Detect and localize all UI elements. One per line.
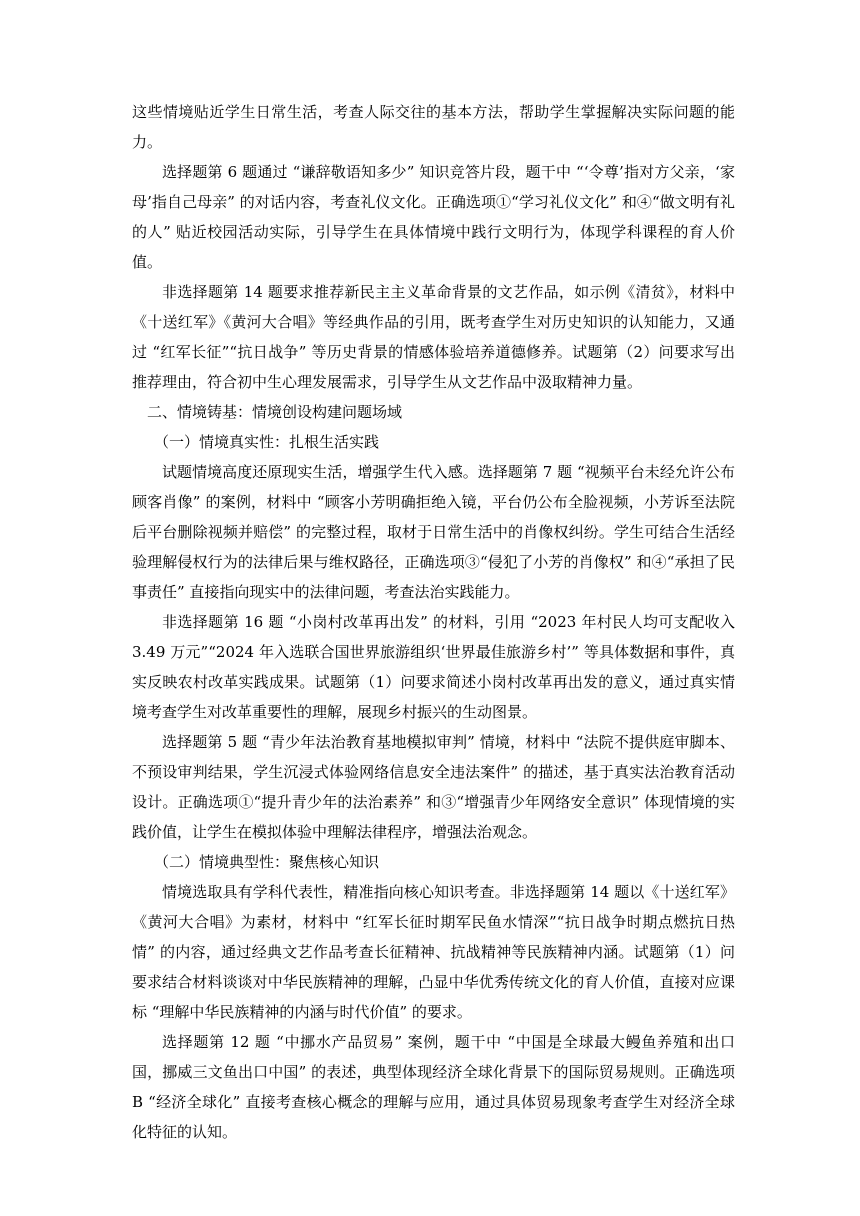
paragraph-question-14-recommendation: 非选择题第 14 题要求推荐新民主主义革命背景的文艺作品，如示例《清贫》，材料中《十送红军》《黄河大合唱》等经典作品的引用，既考查学生对历史知识的认知能力，又通过 “红军长征”“抗日战争” 等历史背景的情感体验培养道德修养。试题第（2）问要求写出推荐理由，符合初中生心理发展需求，引导学生从文艺作品中汲取精神力量。 bbox=[132, 283, 735, 391]
paragraph-question-6: 选择题第 6 题通过 “谦辞敬语知多少” 知识竞答片段，题干中 “‘令尊’指对方父亲，‘家母’指自己母亲” 的对话内容，考查礼仪文化。正确选项①“学习礼仪文化” 和④“做文明有礼的人” 贴近校园活动实际，引导学生在具体情境中践行文明行为，体现学科课程的育人价值。 bbox=[132, 163, 735, 271]
paragraph-continuation: 这些情境贴近学生日常生活，考查人际交往的基本方法，帮助学生掌握解决实际问题的能力。 bbox=[132, 103, 735, 151]
document-body bbox=[132, 97, 735, 1147]
subsection-heading-2-1: （一）情境真实性：扎根生活实践 bbox=[154, 433, 380, 451]
paragraph-question-12: 选择题第 12 题 “中挪水产品贸易” 案例，题干中 “中国是全球最大鳗鱼养殖和出口国，挪威三文鱼出口中国” 的表述，典型体现经济全球化背景下的国际贸易规则。正确选项 B “经济全球化” 直接考查核心概念的理解与应用，通过具体贸易现象考查学生对经济全球化特征的认知。 bbox=[132, 1033, 735, 1141]
paragraph-question-5: 选择题第 5 题 “青少年法治教育基地模拟审判” 情境，材料中 “法院不提供庭审脚本、不预设审判结果，学生沉浸式体验网络信息安全违法案件” 的描述，基于真实法治教育活动设计。正确选项①“提升青少年的法治素养” 和③“增强青少年网络安全意识” 体现情境的实践价值，让学生在模拟体验中理解法律程序，增强法治观念。 bbox=[132, 733, 735, 841]
section-heading-2: 二、情境铸基：情境创设构建问题场域 bbox=[147, 403, 403, 421]
paragraph-question-7: 试题情境高度还原现实生活，增强学生代入感。选择题第 7 题 “视频平台未经允许公布顾客肖像” 的案例，材料中 “顾客小芳明确拒绝入镜，平台仍公布全脸视频，小芳诉至法院后平台删除视频并赔偿” 的完整过程，取材于日常生活中的肖像权纠纷。学生可结合生活经验理解侵权行为的法律后果与维权路径，正确选项③“侵犯了小芳的肖像权” 和④“承担了民事责任” 直接指向现实中的法律问题，考查法治实践能力。 bbox=[132, 463, 735, 601]
subsection-heading-2-2: （二）情境典型性：聚焦核心知识 bbox=[154, 853, 380, 871]
paragraph-question-16: 非选择题第 16 题 “小岗村改革再出发” 的材料，引用 “2023 年村民人均可支配收入 3.49 万元”“2024 年入选联合国世界旅游组织‘世界最佳旅游乡村’” 等具体数据和事件，真实反映农村改革实践成果。试题第（1）问要求简述小岗村改革再出发的意义，通过真实情境考查学生对改革重要性的理解，展现乡村振兴的生动图景。 bbox=[132, 613, 735, 721]
paragraph-question-14-spirit: 情境选取具有学科代表性，精准指向核心知识考查。非选择题第 14 题以《十送红军》《黄河大合唱》为素材，材料中 “红军长征时期军民鱼水情深”“抗日战争时期点燃抗日热情” 的内容，通过经典文艺作品考查长征精神、抗战精神等民族精神内涵。试题第（1）问要求结合材料谈谈对中华民族精神的理解，凸显中华优秀传统文化的育人价值，直接对应课标 “理解中华民族精神的内涵与时代价值” 的要求。 bbox=[132, 883, 735, 1021]
